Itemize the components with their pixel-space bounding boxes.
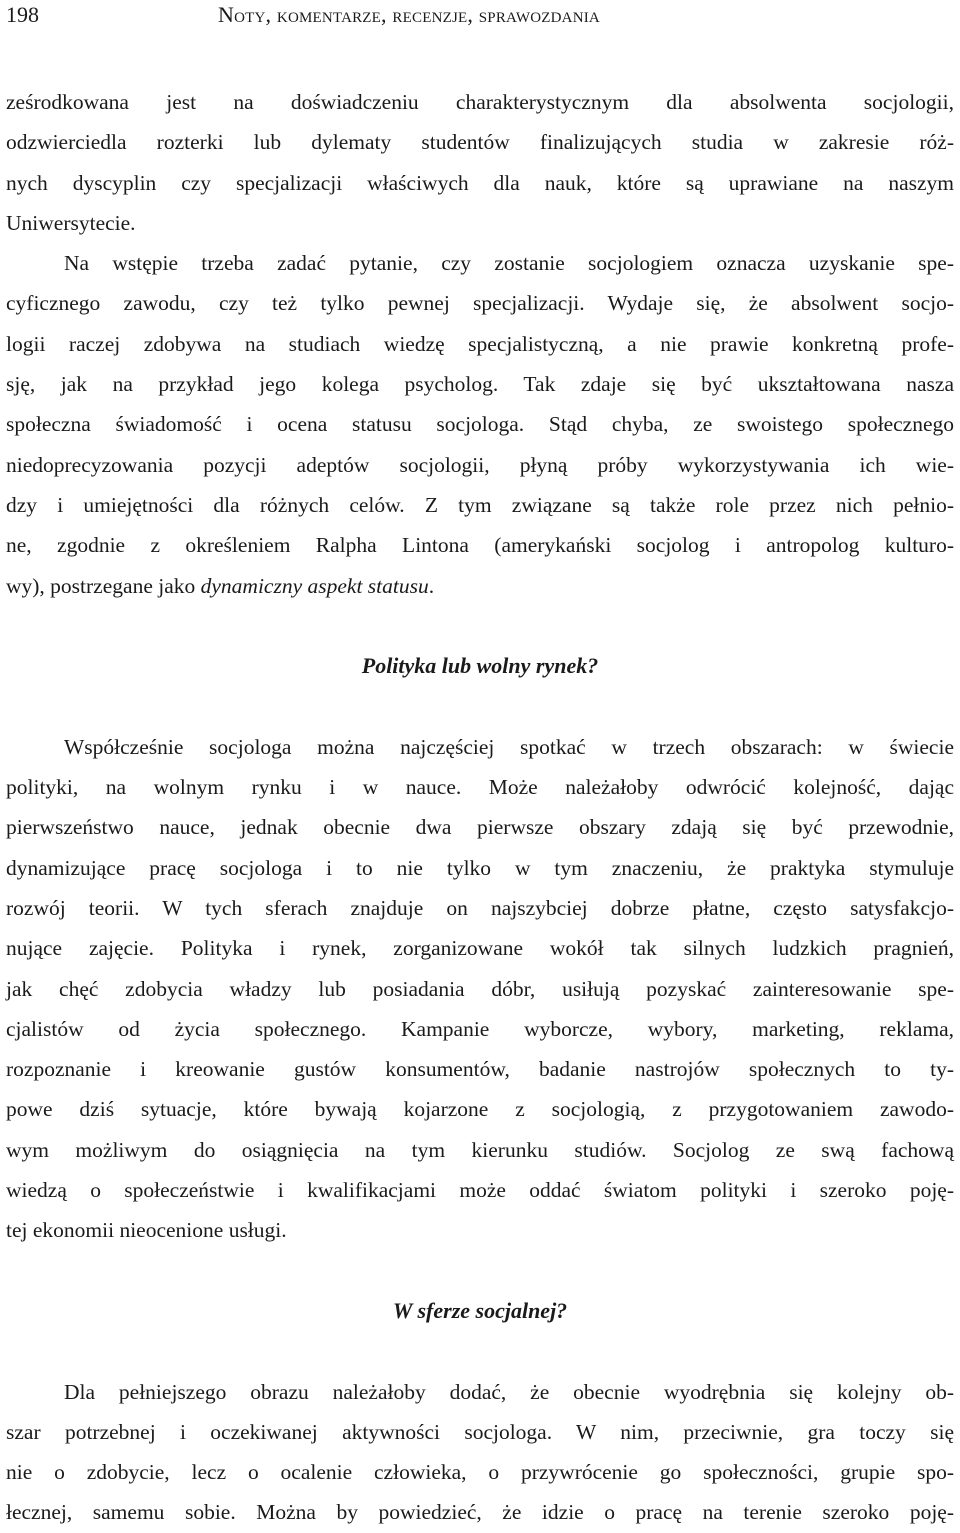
text-fragment: wy), postrzegane jako	[6, 573, 201, 598]
text-line: dzy i umiejętności dla różnych celów. Z tym związane są także role przez nich pełnio-	[6, 492, 954, 517]
section-heading: W sferze socjalnej?	[392, 1297, 568, 1323]
text-line: rozwój teorii. W tych sferach znajduje on najszybciej dobrze płatne, często satysfakcjo-	[6, 895, 954, 920]
text-line: polityki, na wolnym rynku i w nauce. Może należałoby odwrócić kolejność, dając	[6, 775, 954, 800]
italic-term: dynamiczny aspekt statusu	[200, 573, 429, 598]
text-line: Na wstępie trzeba zadać pytanie, czy zostanie socjologiem oznacza uzyskanie spe-	[64, 251, 954, 276]
page-number: 198	[6, 2, 39, 27]
text-line: sję, jak na przykład jego kolega psycholog. Tak zdaje się być ukształtowana nasza	[6, 372, 954, 397]
spacer	[6, 1331, 954, 1371]
spacer	[6, 606, 954, 646]
text-line: Dla pełniejszego obrazu należałoby dodać, że obecnie wyodrębnia się kolejny ob-	[64, 1379, 954, 1404]
text-line: dynamizujące pracę socjologa i to nie tylko w tym znaczeniu, że praktyka stymuluje	[6, 855, 954, 880]
text-line: cyficznego zawodu, czy też tylko pewnej specjalizacji. Wydaje się, że absolwent socjo-	[6, 291, 954, 316]
text-line: wym możliwym do osiągnięcia na tym kierunku studiów. Socjolog ze swą fachową	[6, 1137, 954, 1162]
text-line: Współcześnie socjologa można najczęściej spotkać w trzech obszarach: w świecie	[64, 734, 954, 759]
text-line: rozpoznanie i kreowanie gustów konsumentów, badanie nastrojów społecznych to ty-	[6, 1057, 954, 1082]
running-title: Noty, komentarze, recenzje, sprawozdania	[218, 2, 600, 27]
text-line: nujące zajęcie. Polityka i rynek, zorganizowane wokół tak silnych ludzkich pragnień,	[6, 936, 954, 961]
text-line: tej ekonomii nieocenione usługi.	[6, 1218, 287, 1243]
spacer	[6, 686, 954, 726]
page-header	[6, 0, 954, 40]
text-line: szar potrzebnej i oczekiwanej aktywności socjologa. W nim, przeciwnie, gra toczy się	[6, 1419, 954, 1444]
text-line	[6, 566, 954, 606]
text-line: nych dyscyplin czy specjalizacji właściwych dla nauk, które są uprawiane na naszym	[6, 170, 954, 195]
text-line: ześrodkowana jest na doświadczeniu charakterystycznym dla absolwenta socjologii,	[6, 90, 954, 114]
text-line: Uniwersytecie.	[6, 210, 136, 235]
text-line: jak chęć zdobycia władzy lub posiadania dóbr, usiłują pozyskać zainteresowanie spe-	[6, 976, 954, 1001]
text-line: pierwszeństwo nauce, jednak obecnie dwa pierwsze obszary zdają się być przewodnie,	[6, 815, 954, 840]
text-fragment: .	[428, 573, 435, 598]
text-line: powe dziś sytuacje, które bywają kojarzone z socjologią, z przygotowaniem zawodo-	[6, 1097, 954, 1122]
section-heading: Polityka lub wolny rynek?	[361, 653, 599, 679]
text-line: społeczna świadomość i ocena statusu socjologa. Stąd chyba, ze swoistego społecznego	[6, 412, 954, 437]
text-line: ne, zgodnie z określeniem Ralpha Lintona (amerykański socjolog i antropolog kulturo-	[6, 533, 954, 558]
body-text	[6, 82, 954, 1533]
text-line: niedoprecyzowania pozycji adeptów socjologii, płyną próby wykorzystywania ich wie-	[6, 452, 954, 477]
spacer	[6, 1251, 954, 1291]
text-line: logii raczej zdobywa na studiach wiedzę specjalistyczną, a nie prawie konkretną profe-	[6, 331, 954, 356]
text-line: wiedzą o społeczeństwie i kwalifikacjami może oddać światom polityki i szeroko poję-	[6, 1178, 954, 1203]
text-line: nie o zdobycie, lecz o ocalenie człowieka, o przywrócenie go społeczności, grupie spo-	[6, 1460, 954, 1485]
text-line: łecznej, samemu sobie. Można by powiedzieć, że idzie o pracę na terenie szeroko poję-	[6, 1500, 954, 1525]
text-line: cjalistów od życia społecznego. Kampanie wyborcze, wybory, marketing, reklama,	[6, 1016, 954, 1041]
text-line: odzwierciedla rozterki lub dylematy studentów finalizujących studia w zakresie róż-	[6, 130, 954, 155]
